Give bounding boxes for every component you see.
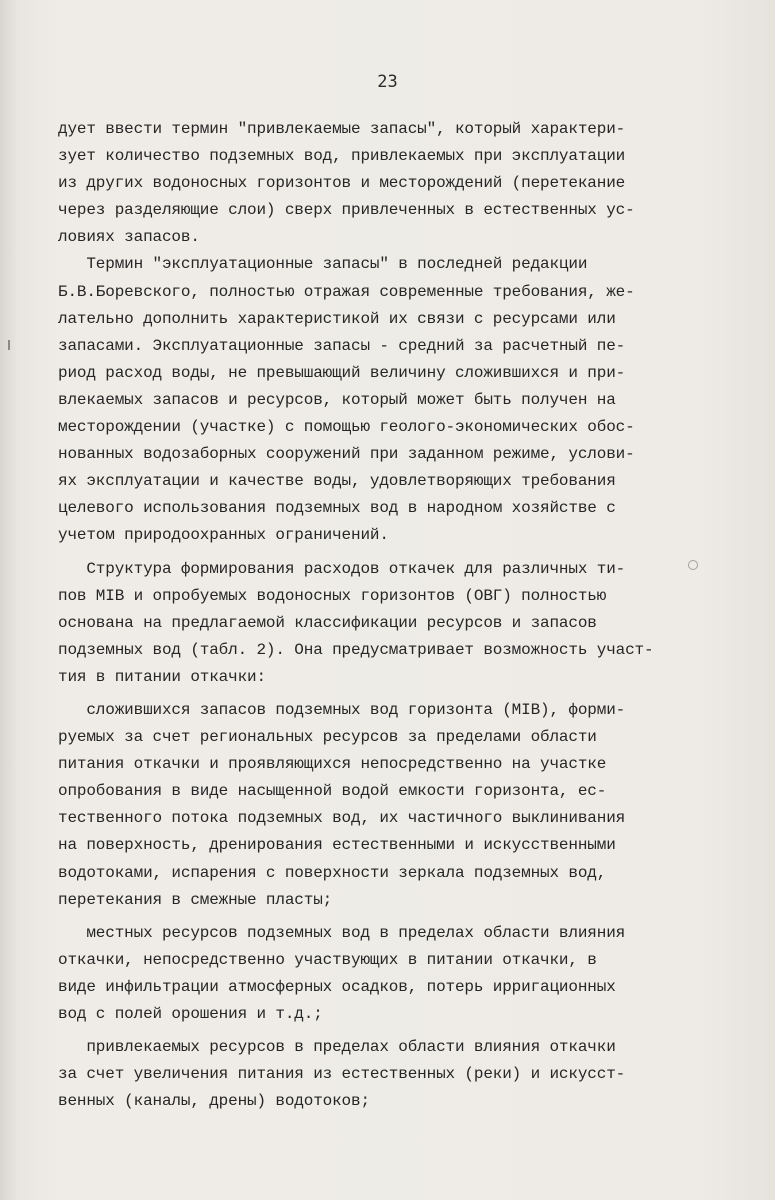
text-line: подземных вод (табл. 2). Она предусматривает возможность участ-	[58, 640, 654, 659]
text-line: привлекаемых ресурсов в пределах области влияния откачки	[58, 1038, 616, 1057]
body-text	[58, 116, 698, 1115]
text-line: сложившихся запасов подземных вод горизонта (МІВ), форми-	[58, 700, 626, 719]
text-line: нованных водозаборных сооружений при заданном режиме, услови-	[58, 445, 635, 464]
text-line: ловиях запасов.	[58, 228, 200, 247]
text-line: венных (каналы, дрены) водотоков;	[58, 1092, 370, 1111]
text-line: Б.В.Боревского, полностью отражая современные требования, же-	[58, 282, 635, 301]
text-line: тия в питании откачки:	[58, 667, 266, 686]
text-line: учетом природоохранных ограничений.	[58, 526, 389, 545]
text-line: зует количество подземных вод, привлекаемых при эксплуатации	[58, 147, 626, 166]
text-line: дует ввести термин "привлекаемые запасы", который характери-	[58, 120, 626, 138]
text-line: месторождении (участке) с помощью геолого-экономических обос-	[58, 418, 635, 437]
text-line: риод расход воды, не превышающий величину сложившихся и при-	[58, 363, 626, 382]
text-line: за счет увеличения питания из естественных (реки) и искусст-	[58, 1065, 626, 1084]
text-line: откачки, непосредственно участвующих в питании откачки, в	[58, 950, 597, 969]
page-number: 23	[377, 72, 398, 92]
paragraph	[58, 116, 698, 251]
text-line: тественного потока подземных вод, их частичного выклинивания	[58, 809, 626, 828]
text-line: пов МІВ и опробуемых водоносных горизонтов (ОВГ) полностью	[58, 586, 607, 605]
text-line: водотоками, испарения с поверхности зеркала подземных вод,	[58, 863, 607, 882]
text-line: Термин "эксплуатационные запасы" в последней редакции	[58, 255, 588, 274]
paragraph	[58, 697, 698, 914]
text-line: целевого использования подземных вод в народном хозяйстве с	[58, 499, 616, 518]
paragraph	[58, 556, 698, 691]
paragraph	[58, 920, 698, 1028]
text-line: Структура формирования расходов откачек для различных ти-	[58, 559, 626, 578]
text-line: основана на предлагаемой классификации ресурсов и запасов	[58, 613, 597, 632]
text-line: вод с полей орошения и т.д.;	[58, 1005, 323, 1023]
paragraph	[58, 251, 698, 549]
text-line: из других водоносных горизонтов и месторождений (перетекание	[58, 174, 626, 193]
text-line: местных ресурсов подземных вод в пределах области влияния	[58, 923, 626, 942]
text-line: запасами. Эксплуатационные запасы - средний за расчетный пе-	[58, 336, 626, 355]
margin-mark	[8, 340, 10, 350]
text-line: влекаемых запасов и ресурсов, который может быть получен на	[58, 390, 616, 409]
text-line: лательно дополнить характеристикой их связи с ресурсами или	[58, 309, 616, 328]
text-line: опробования в виде насыщенной водой емкости горизонта, ес-	[58, 782, 607, 801]
text-line: руемых за счет региональных ресурсов за пределами области	[58, 728, 597, 747]
text-line: через разделяющие слои) сверх привлеченных в естественных ус-	[58, 201, 635, 220]
text-line: виде инфильтрации атмосферных осадков, потерь ирригационных	[58, 977, 616, 996]
text-line: ях эксплуатации и качестве воды, удовлетворяющих требования	[58, 472, 616, 491]
text-line: питания откачки и проявляющихся непосредственно на участке	[58, 755, 607, 774]
paragraph	[58, 1034, 698, 1115]
text-line: на поверхность, дренирования естественными и искусственными	[58, 836, 616, 855]
text-line: перетекания в смежные пласты;	[58, 890, 333, 909]
